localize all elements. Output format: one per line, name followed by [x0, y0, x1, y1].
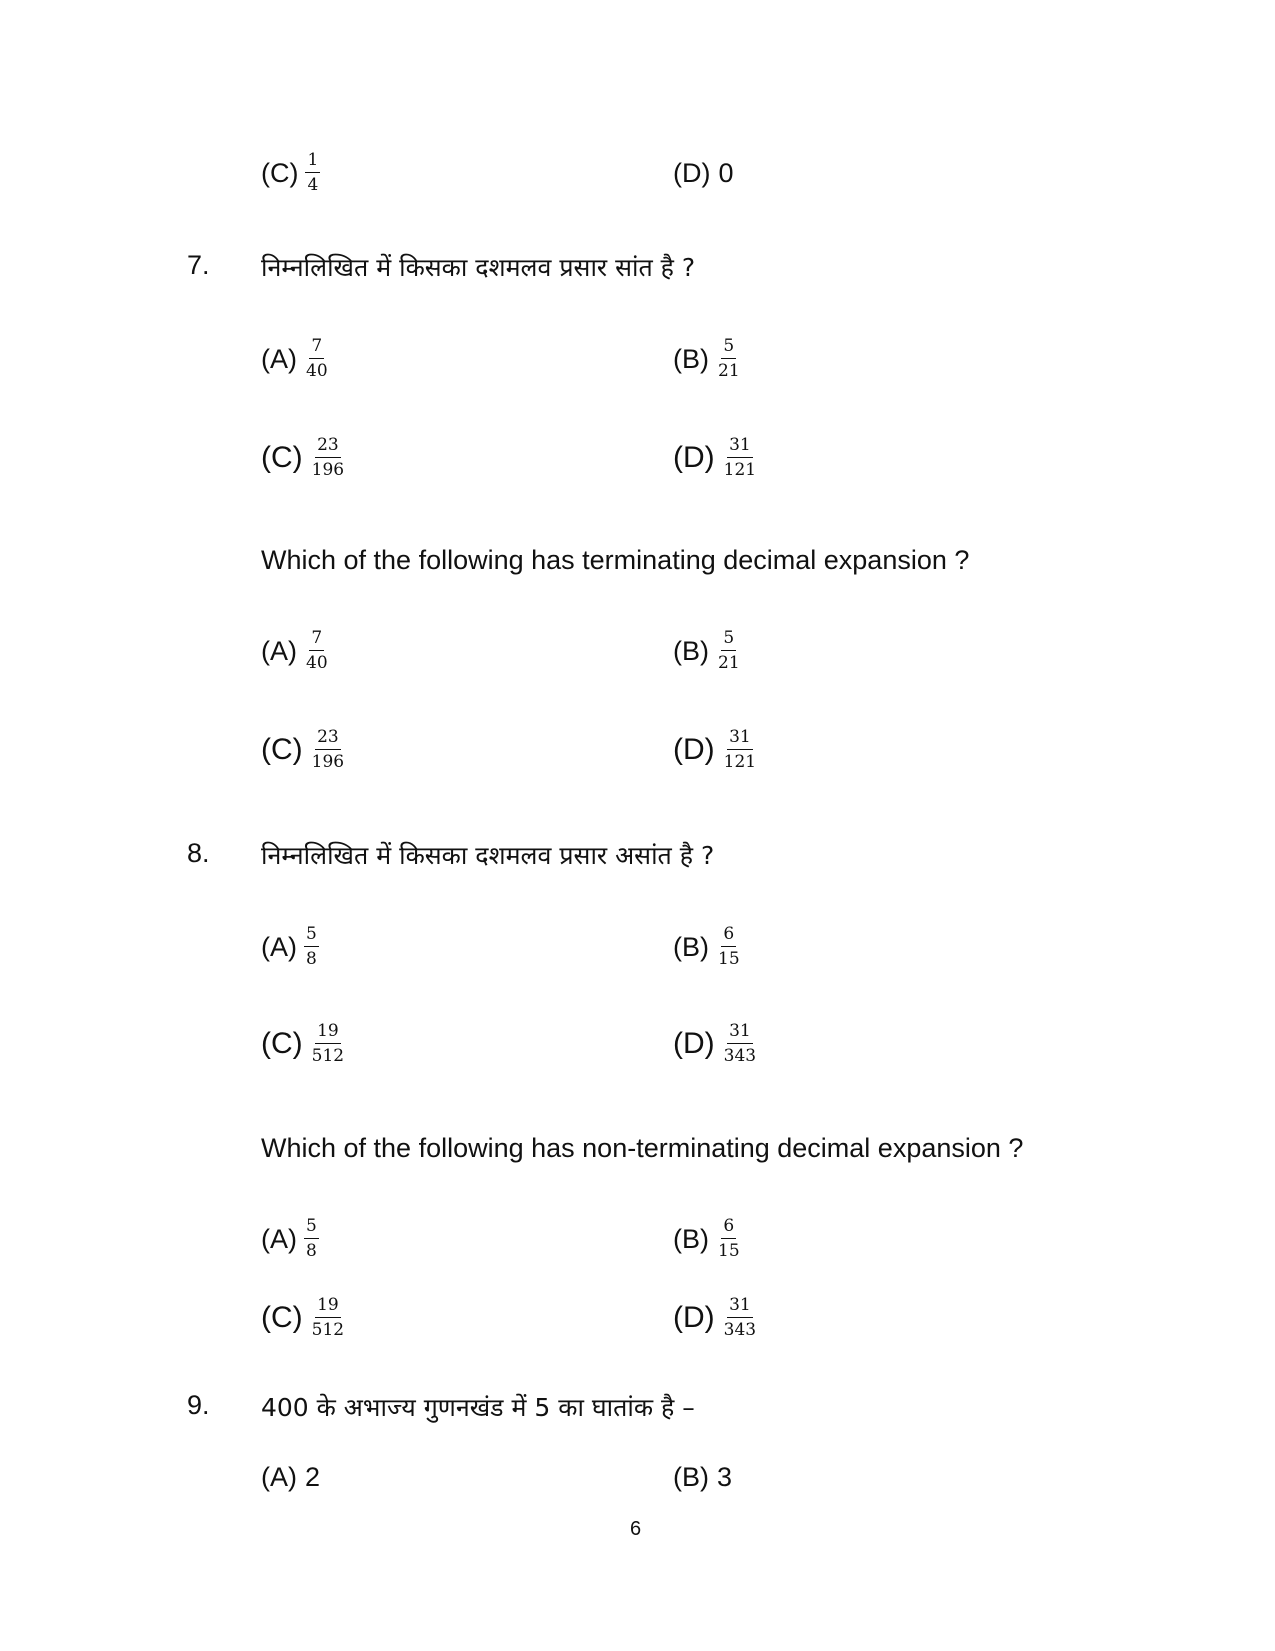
q7-hindi-option-a: [261, 338, 330, 380]
numerator: 23: [315, 729, 341, 750]
option-label: (A): [261, 343, 297, 374]
fraction: [304, 1218, 319, 1260]
denominator: 40: [306, 653, 328, 673]
fraction: [305, 152, 320, 194]
numerator: 5: [304, 1218, 319, 1239]
denominator: 8: [306, 949, 317, 969]
fraction: [304, 926, 319, 968]
option-label: (A): [261, 1223, 297, 1254]
question-8-english: Which of the following has non-terminating decimal expansion ?: [261, 1133, 1024, 1163]
option-label: (B): [673, 1462, 709, 1492]
option-label: (D): [673, 441, 715, 474]
option-label: (A): [261, 1462, 297, 1492]
q9-option-b: [673, 1462, 732, 1493]
q6-option-d: [673, 158, 734, 189]
question-7-hindi: निम्नलिखित में किसका दशमलव प्रसार सांत है ?: [261, 253, 696, 282]
option-label: (C): [261, 157, 299, 188]
question-7-english: Which of the following has terminating decimal expansion ?: [261, 545, 970, 575]
option-value: 2: [305, 1462, 321, 1492]
q6-option-c: [261, 152, 320, 194]
denominator: 4: [307, 175, 319, 195]
question-number-9: 9.: [187, 1390, 210, 1420]
numerator: 5: [721, 630, 736, 651]
q7-hindi-option-d: [673, 437, 758, 479]
fraction: [310, 437, 346, 479]
denominator: 196: [311, 460, 345, 480]
q8-english-option-d: [673, 1297, 758, 1339]
option-label: (D): [673, 1027, 715, 1060]
fraction: [722, 437, 758, 479]
option-label: (B): [673, 343, 709, 374]
numerator: 31: [727, 1023, 753, 1044]
denominator: 196: [311, 752, 345, 772]
fraction: [304, 630, 330, 672]
q7-hindi-option-b: [673, 338, 742, 380]
fraction: [310, 1297, 346, 1339]
numerator: 7: [309, 630, 324, 651]
denominator: 8: [306, 1241, 317, 1261]
numerator: 31: [727, 1297, 753, 1318]
option-label: (C): [261, 1301, 303, 1334]
numerator: 6: [721, 926, 736, 947]
question-number-8: 8.: [187, 838, 210, 868]
q7-english-option-c: [261, 729, 346, 771]
option-label: (D): [673, 733, 715, 766]
numerator: 7: [309, 338, 324, 359]
fraction: [716, 926, 742, 968]
numerator: 6: [721, 1218, 736, 1239]
option-label: (A): [261, 635, 297, 666]
option-value: 3: [717, 1462, 733, 1492]
numerator: 19: [315, 1297, 341, 1318]
numerator: 1: [305, 152, 320, 173]
option-label: (C): [261, 733, 303, 766]
page-number: 6: [630, 1518, 642, 1540]
option-label: (B): [673, 1223, 709, 1254]
denominator: 15: [718, 1241, 740, 1261]
fraction: [722, 1297, 758, 1339]
numerator: 31: [727, 437, 753, 458]
denominator: 21: [718, 361, 740, 381]
q8-english-option-a: [261, 1218, 319, 1260]
q8-english-option-c: [261, 1297, 346, 1339]
q7-hindi-option-c: [261, 437, 346, 479]
q7-english-option-a: [261, 630, 330, 672]
fraction: [716, 338, 742, 380]
option-label: (B): [673, 931, 709, 962]
denominator: 15: [718, 949, 740, 969]
q7-english-option-d: [673, 729, 758, 771]
q8-hindi-option-c: [261, 1023, 346, 1065]
fraction: [722, 729, 758, 771]
q9-option-a: [261, 1462, 320, 1493]
q8-english-option-b: [673, 1218, 742, 1260]
question-8-hindi: निम्नलिखित में किसका दशमलव प्रसार असांत है ?: [261, 841, 715, 870]
q8-hindi-option-a: [261, 926, 319, 968]
fraction: [304, 338, 330, 380]
option-label: (A): [261, 931, 297, 962]
numerator: 5: [304, 926, 319, 947]
option-label: (C): [261, 441, 303, 474]
fraction: [716, 1218, 742, 1260]
fraction: [310, 729, 346, 771]
denominator: 21: [718, 653, 740, 673]
option-label: (B): [673, 635, 709, 666]
fraction: [716, 630, 742, 672]
denominator: 121: [723, 460, 757, 480]
question-9-hindi: 400 के अभाज्य गुणनखंड में 5 का घातांक है –: [261, 1393, 695, 1422]
option-label: (D): [673, 158, 711, 188]
q8-hindi-option-d: [673, 1023, 758, 1065]
denominator: 343: [723, 1046, 757, 1066]
option-label: (C): [261, 1027, 303, 1060]
fraction: [722, 1023, 758, 1065]
denominator: 343: [723, 1320, 757, 1340]
q7-english-option-b: [673, 630, 742, 672]
numerator: 31: [727, 729, 753, 750]
numerator: 19: [315, 1023, 341, 1044]
denominator: 40: [306, 361, 328, 381]
numerator: 5: [721, 338, 736, 359]
question-number-7: 7.: [187, 250, 210, 280]
fraction: [310, 1023, 346, 1065]
numerator: 23: [315, 437, 341, 458]
option-label: (D): [673, 1301, 715, 1334]
denominator: 512: [311, 1046, 345, 1066]
option-value: 0: [718, 158, 734, 188]
denominator: 121: [723, 752, 757, 772]
denominator: 512: [311, 1320, 345, 1340]
q8-hindi-option-b: [673, 926, 742, 968]
